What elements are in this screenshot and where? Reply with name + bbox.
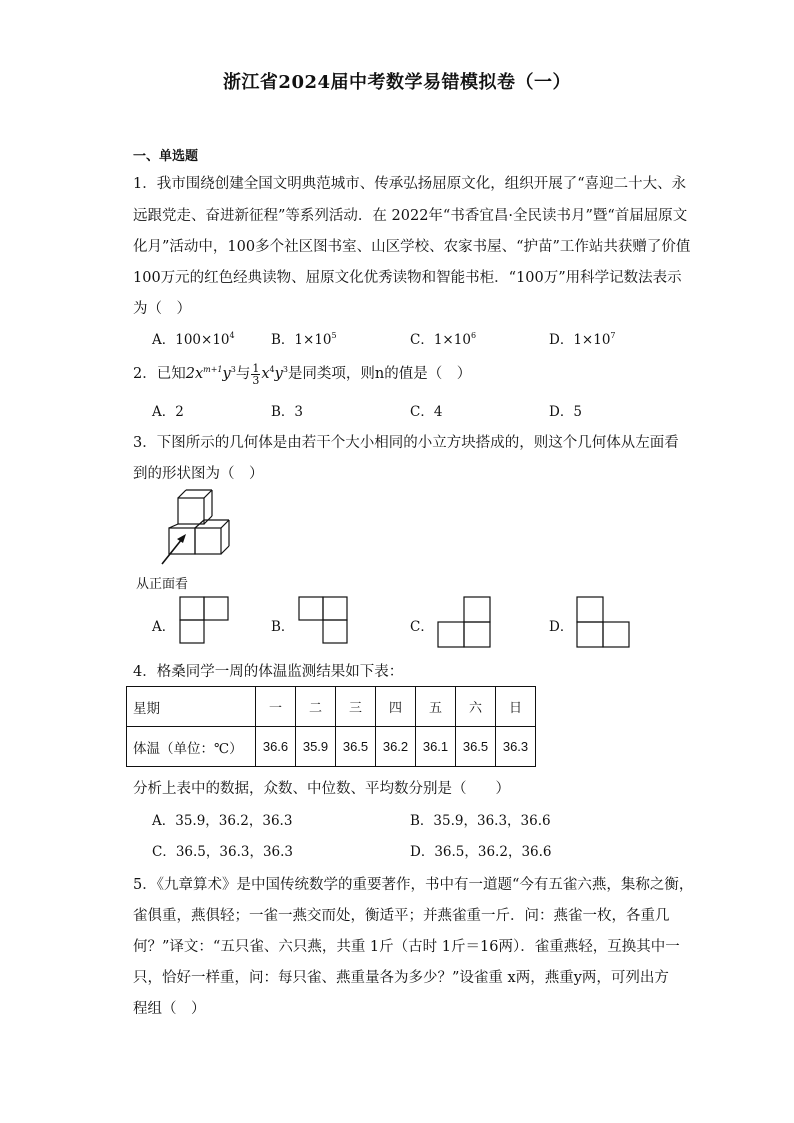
q3-option-a[interactable]: A． <box>152 619 176 635</box>
table-cell: 36.2 <box>376 727 416 767</box>
q1-option-a[interactable]: A．$100\times 10^4$ <box>152 331 235 348</box>
q5-line-4: 只，恰好一样重，问：每只雀、燕重量各为多少？”设雀重 x两，燕重y两，可列出方 <box>133 970 669 986</box>
q2-option-a[interactable]: A．2 <box>152 404 184 420</box>
table-cell: 36.5 <box>456 727 496 767</box>
table-header-cell: 五 <box>416 687 456 727</box>
table-cell: 36.5 <box>336 727 376 767</box>
q4-option-a[interactable]: A．35.9，36.2，36.3 <box>152 813 293 829</box>
q4-question: 分析上表中的数据，众数、中位数、平均数分别是（ ） <box>133 781 510 797</box>
q4-option-c[interactable]: C．36.5，36.3，36.3 <box>152 844 294 860</box>
q1-option-d[interactable]: D．$1\times 10^7$ <box>549 331 616 348</box>
q5-line-1: 5．《九章算术》是中国传统数学的重要著作，书中有一道题“今有五雀六燕，集称之衡， <box>133 877 694 893</box>
q4-option-b[interactable]: B．35.9，36.3，36.6 <box>410 813 551 829</box>
temperature-table <box>126 686 536 767</box>
q1-line-1: 1．我市围绕创建全国文明典范城市、传承弘扬屈原文化，组织开展了“喜迎二十大、永 <box>133 176 687 192</box>
table-cell: 体温（单位：℃） <box>127 727 256 767</box>
table-header-cell: 三 <box>336 687 376 727</box>
table-header-cell: 一 <box>256 687 296 727</box>
q3-option-c[interactable]: C． <box>410 619 434 635</box>
fraction-one-third: $\frac{1}{3}$ <box>252 361 260 387</box>
page-title: 浙江省2024届中考数学易错模拟卷（一） <box>222 72 572 93</box>
table-row <box>127 727 536 767</box>
table-header-cell: 日 <box>496 687 536 727</box>
q3-line-2: 到的形状图为（ ） <box>133 466 264 482</box>
q2-option-d[interactable]: D．5 <box>549 404 582 420</box>
q1-option-b[interactable]: B．$1\times 10^5$ <box>271 331 337 348</box>
q1-line-4: 100万元的红色经典读物、屈原文化优秀读物和智能书柜．“100万”用科学记数法表示 <box>133 270 682 286</box>
table-header-cell: 星期 <box>127 687 256 727</box>
q4-option-d[interactable]: D．36.5，36.2，36.6 <box>410 844 552 860</box>
q5-line-3: 何？”译文：“五只雀、六只燕，共重 1斤（古时 1斤＝16两）．雀重燕轻，互换其中一 <box>133 939 680 955</box>
q3-option-d-shape <box>576 596 632 648</box>
q2-stem: 2．已知$2x^{m+1}y^3$与 $\frac{1}{3}$ $x^4y^3$是同类项，则n的值是（ ） <box>133 361 472 387</box>
table-header-cell: 四 <box>376 687 416 727</box>
arrow-icon <box>162 534 186 564</box>
q3-option-c-shape <box>437 596 493 648</box>
q2-option-c[interactable]: C．4 <box>410 404 443 420</box>
section-heading: 一、单选题 <box>133 149 199 164</box>
cube-solid-figure <box>160 486 246 566</box>
view-direction-caption: 从正面看 <box>136 577 189 592</box>
q3-option-d[interactable]: D． <box>549 619 574 635</box>
q2-option-b[interactable]: B．3 <box>271 404 304 420</box>
table-cell: 36.1 <box>416 727 456 767</box>
q1-line-2: 远跟党走、奋进新征程”等系列活动．在 2022年“书香宜昌·全民读书月”暨“首届屈原文 <box>133 208 688 224</box>
q3-option-b[interactable]: B． <box>271 619 295 635</box>
table-cell: 36.6 <box>256 727 296 767</box>
table-header-cell: 六 <box>456 687 496 727</box>
q5-line-5: 程组（ ） <box>133 1001 206 1017</box>
q3-option-b-shape <box>298 596 352 646</box>
table-cell: 35.9 <box>296 727 336 767</box>
q5-line-2: 雀俱重，燕俱轻；一雀一燕交而处，衡适平；并燕雀重一斤．问：燕雀一枚，各重几 <box>133 908 670 924</box>
q1-option-c[interactable]: C．$1\times 10^6$ <box>410 331 477 348</box>
q3-option-a-shape <box>179 596 233 646</box>
table-header-cell: 二 <box>296 687 336 727</box>
q4-intro: 4．格桑同学一周的体温监测结果如下表： <box>133 664 404 680</box>
q1-line-3: 化月”活动中，100多个社区图书室、山区学校、农家书屋、“护苗”工作站共获赠了价值 <box>133 239 691 255</box>
table-cell: 36.3 <box>496 727 536 767</box>
q3-line-1: 3．下图所示的几何体是由若干个大小相同的小立方块搭成的，则这个几何体从左面看 <box>133 435 679 451</box>
q1-line-5: 为（ ） <box>133 301 191 317</box>
table-row <box>127 687 536 727</box>
